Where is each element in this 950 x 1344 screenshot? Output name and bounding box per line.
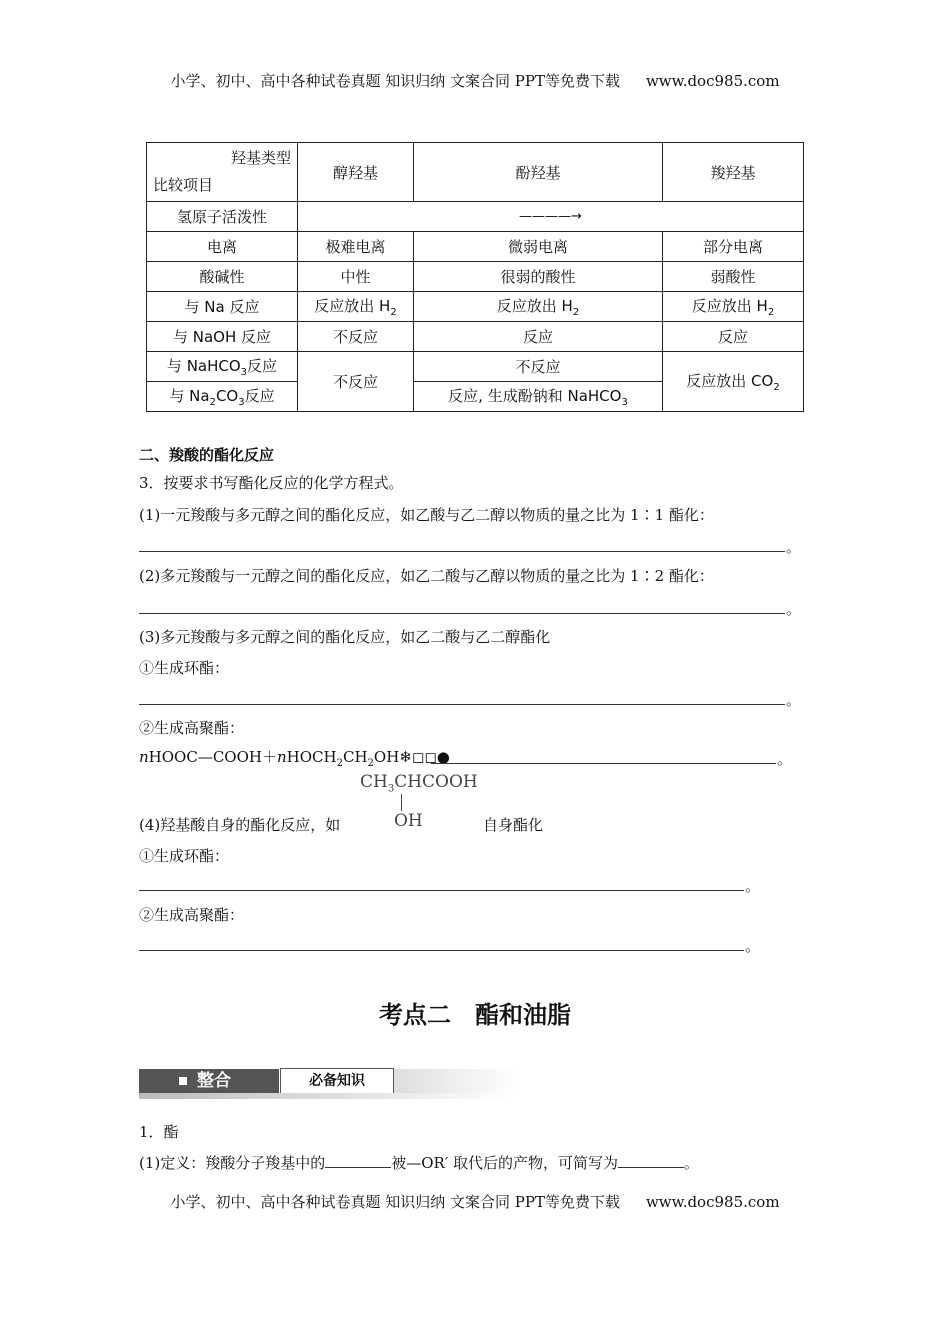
question-part-4: (4)羟基酸自身的酯化反应，如: [139, 816, 341, 834]
merged-carboxyl-cell: 反应放出 $CO_2$: [663, 352, 804, 412]
period: 。: [786, 600, 802, 618]
page-footer: [0, 1191, 950, 1212]
question-stem: 3．按要求书写酯化反应的化学方程式。: [139, 474, 404, 492]
row-label: 氢原子活泼性: [147, 202, 298, 232]
answer-line[interactable]: [139, 613, 785, 614]
struct-formula-oh: OH: [394, 811, 423, 831]
polyester-equation: $nHOOC—COOH+nHOCH_2CH_2OH❄◻◻●$: [139, 748, 450, 769]
period: 。: [745, 877, 761, 895]
table-cell: 很弱的酸性: [414, 262, 663, 292]
table-row: [147, 202, 804, 232]
merged-alcohol-cell: 不反应: [298, 352, 414, 412]
struct-formula-top: $CH_3CHCOOH$: [360, 772, 478, 795]
blank-field[interactable]: [618, 1153, 684, 1168]
answer-line[interactable]: [139, 704, 785, 705]
col-carboxyl-header: 羧羟基: [663, 143, 804, 202]
table-row: [147, 292, 804, 322]
struct-bond: [401, 794, 402, 811]
table-cell: 中性: [298, 262, 414, 292]
table-cell: 反应放出 $H_2$: [414, 292, 663, 322]
table-row: [147, 322, 804, 352]
period: 。: [777, 750, 793, 768]
answer-line[interactable]: [139, 890, 744, 891]
corner-top-label: 羟基类型: [230, 149, 291, 167]
reaction-arrow: ❄◻◻●: [399, 748, 450, 766]
activity-arrow: ————→: [298, 202, 804, 232]
banner-right: 必备知识: [280, 1068, 394, 1094]
row-label: 与 Na 反应: [147, 292, 298, 322]
table-cell: 不反应: [298, 322, 414, 352]
footer-url[interactable]: www.doc985.com: [645, 1193, 780, 1211]
period: 。: [786, 538, 802, 556]
period: 。: [786, 691, 802, 709]
square-icon: [179, 1077, 187, 1085]
table-cell: 反应, 生成酚钠和 NaHCO$_3$: [414, 382, 663, 412]
answer-line[interactable]: [139, 950, 744, 951]
question-part-1: (1)一元羧酸与多元醇之间的酯化反应，如乙酸与乙二醇以物质的量之比为 1∶1 酯化：: [139, 506, 714, 524]
polyester-label: ②生成高聚酯：: [139, 906, 245, 924]
table-cell: 反应: [414, 322, 663, 352]
section-title: 二、羧酸的酯化反应: [139, 446, 275, 464]
table-cell: 不反应: [414, 352, 663, 382]
polyester-label: ②生成高聚酯：: [139, 719, 245, 737]
knowledge-banner: [139, 1067, 517, 1099]
footer-text: 小学、初中、高中各种试卷真题 知识归纳 文案合同 PPT等免费下载: [170, 1193, 620, 1211]
table-cell: 反应放出 $H_2$: [298, 292, 414, 322]
page-header: [0, 70, 950, 91]
hydroxyl-comparison-table: [146, 142, 804, 412]
answer-line[interactable]: [431, 763, 776, 764]
ring-ester-label: ①生成环酯：: [139, 847, 230, 865]
banner-left: 整合: [139, 1069, 279, 1093]
row-label: 电离: [147, 232, 298, 262]
row-label: 酸碱性: [147, 262, 298, 292]
page-title: 考点二 酯和油脂: [379, 1001, 571, 1029]
ester-heading: 1．酯: [139, 1123, 179, 1141]
header-text: 小学、初中、高中各种试卷真题 知识归纳 文案合同 PPT等免费下载: [170, 72, 620, 90]
table-cell: 极难电离: [298, 232, 414, 262]
question-part-3: (3)多元羧酸与多元醇之间的酯化反应，如乙二酸与乙二醇酯化: [139, 628, 551, 646]
question-part-4-tail: 自身酯化: [483, 816, 544, 834]
col-alcohol-header: 醇羟基: [298, 143, 414, 202]
answer-line[interactable]: [139, 551, 785, 552]
question-part-2: (2)多元羧酸与一元醇之间的酯化反应，如乙二酸与乙醇以物质的量之比为 1∶2 酯化：: [139, 567, 714, 585]
ester-definition: (1)定义：羧酸分子羧基中的 被—OR′ 取代后的产物，可简写为 。: [139, 1154, 700, 1172]
col-phenol-header: 酚羟基: [414, 143, 663, 202]
table-row: [147, 232, 804, 262]
table-cell: 反应放出 $H_2$: [663, 292, 804, 322]
table-corner-cell: [147, 143, 298, 202]
row-label: 与 $Na_2CO_3$反应: [147, 382, 298, 412]
corner-bottom-label: 比较项目: [153, 176, 214, 194]
ring-ester-label: ①生成环酯：: [139, 659, 230, 677]
row-label: 与 NaOH 反应: [147, 322, 298, 352]
table-cell: 弱酸性: [663, 262, 804, 292]
table-row: [147, 262, 804, 292]
blank-field[interactable]: [325, 1153, 391, 1168]
table-cell: 反应: [663, 322, 804, 352]
table-cell: 微弱电离: [414, 232, 663, 262]
table-row: [147, 352, 804, 382]
header-url[interactable]: www.doc985.com: [645, 72, 780, 90]
period: 。: [745, 937, 761, 955]
table-cell: 部分电离: [663, 232, 804, 262]
row-label: 与 NaHCO$_3$反应: [147, 352, 298, 382]
